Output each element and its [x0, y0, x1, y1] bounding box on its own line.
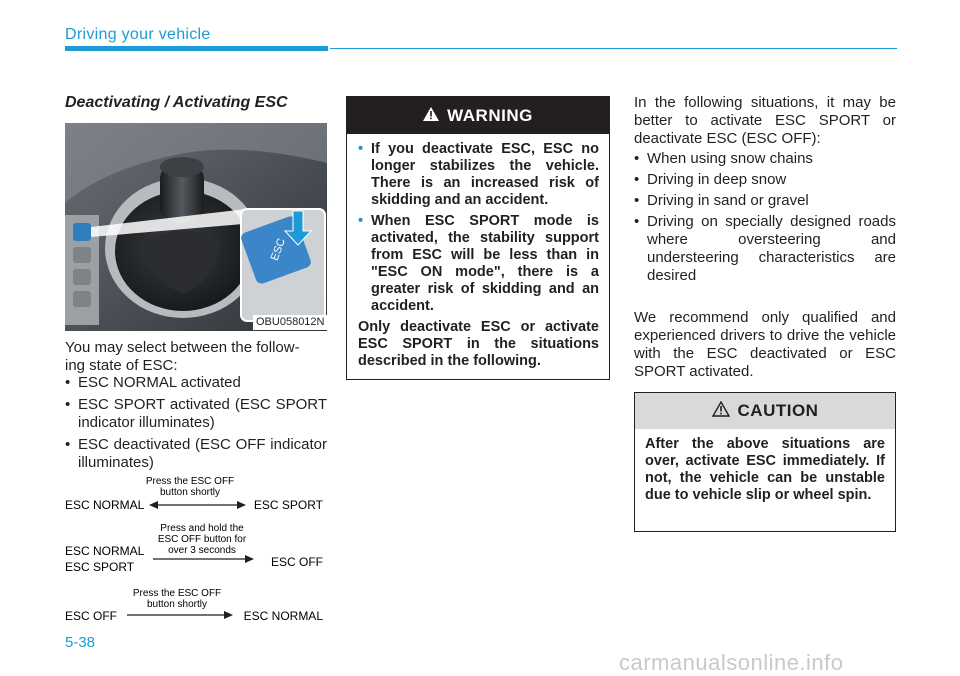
console-illustration — [65, 123, 327, 331]
row2-caption-2: ESC OFF button for — [157, 534, 247, 545]
warning-box — [346, 96, 610, 380]
caution-title: CAUTION — [737, 401, 819, 420]
row1-right-label: ESC SPORT — [253, 498, 323, 512]
recommend-paragraph: We recommend only qualified and experienced drivers to drive the vehicle with the ESC deactivated or ESC SPORT activated. — [634, 309, 896, 380]
row2-right-label: ESC OFF — [270, 555, 323, 569]
header-rule-thin — [330, 48, 897, 49]
row2-left-label-1: ESC NORMAL — [65, 544, 145, 558]
right-intro: In the following situations, it may be better to activate ESC SPORT or deactivate ESC (ESC OFF): — [634, 94, 896, 147]
situations-list — [634, 150, 896, 288]
warning-title: WARNING — [447, 105, 533, 125]
list-item: • Driving on specially designed roads where oversteering and understeering characteristics are desired — [634, 213, 896, 285]
caution-box — [634, 392, 896, 532]
list-item: • ESC NORMAL activated — [65, 374, 327, 392]
caution-text: After the above situations are over, activate ESC immediately. If not, the vehicle can be unstable due to vehicle slip or wheel spin. — [645, 436, 885, 503]
row3-left-label: ESC OFF — [65, 609, 118, 623]
bullet-icon: • — [358, 213, 364, 229]
row3-right-label: ESC NORMAL — [243, 609, 323, 623]
watermark: carmanualsonline.info — [619, 650, 844, 675]
intro-paragraph — [65, 339, 327, 375]
row1-caption-1: Press the ESC OFF — [145, 476, 235, 487]
svg-text:ESC: ESC — [268, 236, 288, 263]
list-item: • Driving in sand or gravel — [634, 192, 896, 210]
row3-caption-1: Press the ESC OFF — [132, 588, 222, 599]
esc-state-list — [65, 374, 327, 476]
esc-button-photo — [65, 123, 327, 331]
row3-caption-2: button shortly — [146, 599, 208, 610]
row2-caption-3: over 3 seconds — [168, 545, 236, 556]
list-item — [358, 213, 599, 315]
section-title: Driving your vehicle — [65, 26, 211, 43]
warning-body — [347, 134, 609, 370]
heading-esc: Deactivating / Activating ESC — [65, 94, 288, 111]
double-arrow-icon — [149, 501, 246, 509]
warning-item-text: When ESC SPORT mode is activated, the stability support from ESC will be less than in "ESC ON mode", there is a greater risk of skidding and an accident. — [371, 213, 599, 314]
page-number: 5-38 — [65, 634, 96, 651]
list-item: • When using snow chains — [634, 150, 896, 168]
row1-caption-2: button shortly — [159, 487, 221, 498]
list-item: • ESC SPORT activated (ESC SPORT indicator illuminates) — [65, 396, 327, 432]
mode-transition-diagram — [65, 470, 327, 630]
list-item: • Driving in deep snow — [634, 171, 896, 189]
list-item — [358, 141, 599, 209]
bullet-icon: • — [358, 141, 364, 157]
row1-left-label: ESC NORMAL — [65, 498, 145, 512]
intro-line-1: You may select between the follow- — [65, 339, 300, 356]
caution-triangle-icon — [712, 401, 730, 422]
warning-list — [358, 141, 599, 315]
caution-header — [635, 393, 895, 429]
warning-item-text: If you deactivate ESC, ESC no longer stabilizes the vehicle. There is an increased risk of skidding and an accident. — [371, 141, 599, 208]
esc-mode-diagram — [65, 470, 327, 630]
arrow-icon — [127, 611, 233, 619]
intro-line-2: ing state of ESC: — [65, 357, 178, 374]
row2-caption-1: Press and hold the — [160, 523, 244, 534]
photo-code: OBU058012N — [253, 315, 328, 330]
warning-tail: Only deactivate ESC or activate ESC SPORT in the situations described in the following. — [358, 319, 599, 369]
arrow-icon — [153, 555, 254, 563]
list-item: • ESC deactivated (ESC OFF indicator illuminates) — [65, 436, 327, 472]
warning-header — [347, 97, 609, 134]
row2-left-label-2: ESC SPORT — [65, 560, 135, 574]
warning-triangle-icon — [423, 106, 439, 126]
header-rule-thick — [65, 46, 328, 51]
